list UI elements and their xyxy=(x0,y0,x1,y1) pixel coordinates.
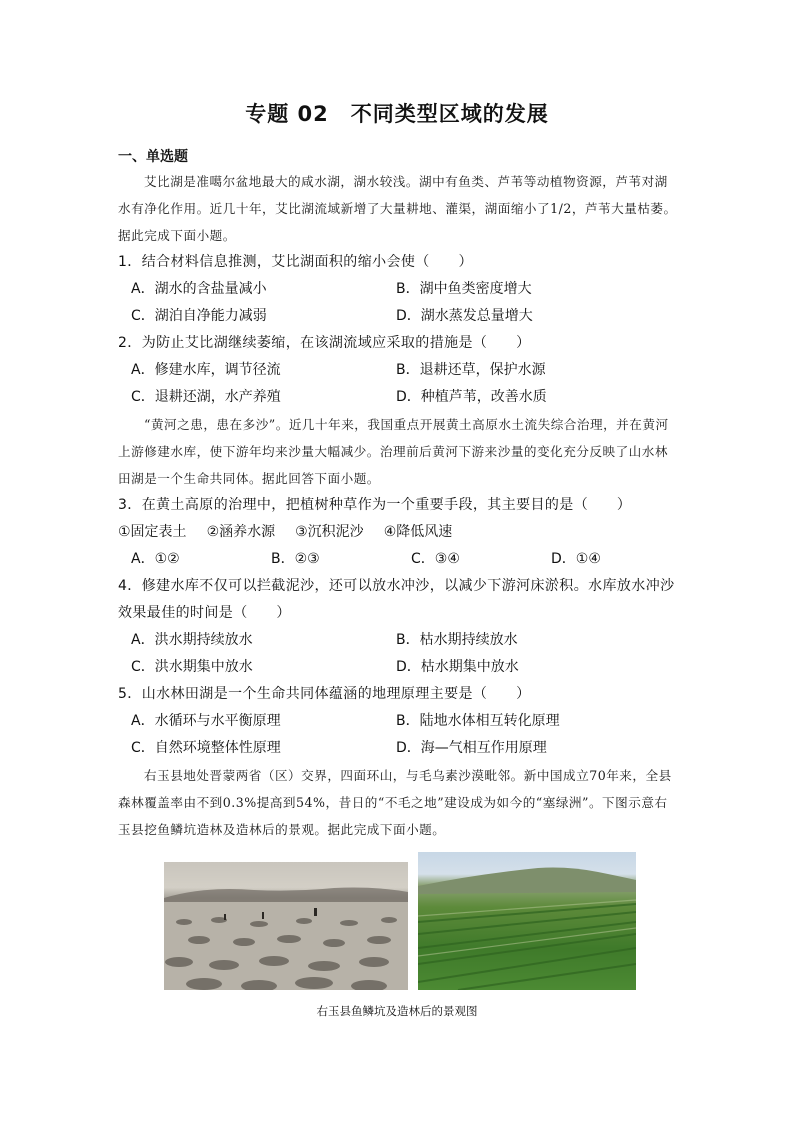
statement-item: ①固定表土 xyxy=(118,524,187,540)
afforested-landscape-photo xyxy=(418,852,636,990)
statement-item: ③沉积泥沙 xyxy=(295,524,364,540)
fish-scale-pits-photo xyxy=(164,862,408,990)
option-d: D．①④ xyxy=(551,551,601,567)
options-row xyxy=(118,546,678,573)
option-d: D．海—气相互作用原理 xyxy=(396,740,547,756)
option-c: C．自然环境整体性原理 xyxy=(131,740,281,756)
option-c: C．湖泊自净能力减弱 xyxy=(131,308,267,324)
option-a: A．①② xyxy=(131,551,180,567)
question-stem: 4．修建水库不仅可以拦截泥沙，还可以放水冲沙，以减少下游河床淤积。水库放水冲沙效果最佳的时间是（ ） xyxy=(118,578,675,621)
question-stem: 1．结合材料信息推测，艾比湖面积的缩小会使（ ） xyxy=(118,254,473,270)
options-grid xyxy=(118,276,678,330)
option-d: D．枯水期集中放水 xyxy=(396,659,519,675)
option-c: C．③④ xyxy=(411,551,460,567)
option-b: B．湖中鱼类密度增大 xyxy=(396,281,532,297)
options-grid xyxy=(118,708,678,762)
option-a: A．洪水期持续放水 xyxy=(131,632,253,648)
option-b: B．②③ xyxy=(271,551,320,567)
option-a: A．修建水库，调节径流 xyxy=(131,362,281,378)
option-a: A．湖水的含盐量减小 xyxy=(131,281,267,297)
figure-photos xyxy=(164,852,636,990)
option-c: C．退耕还湖，水产养殖 xyxy=(131,389,281,405)
option-d: D．种植芦苇，改善水质 xyxy=(396,389,547,405)
option-b: B．枯水期持续放水 xyxy=(396,632,518,648)
option-a: A．水循环与水平衡原理 xyxy=(131,713,281,729)
section-heading: 一、单选题 xyxy=(118,149,188,165)
page-title: 专题 02 不同类型区域的发展 xyxy=(245,102,549,126)
statement-item: ④降低风速 xyxy=(383,524,453,540)
question-stem: 3．在黄土高原的治理中，把植树种草作为一个重要手段，其主要目的是（ ） xyxy=(118,497,632,513)
option-b: B．退耕还草，保护水源 xyxy=(396,362,546,378)
option-d: D．湖水蒸发总量增大 xyxy=(396,308,533,324)
options-grid xyxy=(118,357,678,411)
statement-items xyxy=(118,519,678,546)
material-paragraph: 艾比湖是准噶尔盆地最大的咸水湖，湖水较浅。湖中有鱼类、芦苇等动植物资源，芦苇对湖水有净化作用。近几十年，艾比湖流域新增了大量耕地、灌渠，湖面缩小了1/2，芦苇大量枯萎。据此完成下面小题。 xyxy=(118,174,677,243)
option-c: C．洪水期集中放水 xyxy=(131,659,253,675)
figure-caption: 右玉县鱼鳞坑及造林后的景观图 xyxy=(316,1004,478,1018)
statement-item: ②涵养水源 xyxy=(206,524,276,540)
material-paragraph: 右玉县地处晋蒙两省（区）交界，四面环山，与毛乌素沙漠毗邻。新中国成立70年来，全县森林覆盖率由不到0.3%提高到54%，昔日的“不毛之地”建设成为如今的“塞绿洲”。下图示意右玉县挖鱼鳞坑造林及造林后的景观。据此完成下面小题。 xyxy=(118,768,672,837)
question-stem: 2．为防止艾比湖继续萎缩，在该湖流域应采取的措施是（ ） xyxy=(118,335,531,351)
options-grid xyxy=(118,627,678,681)
question-content xyxy=(118,168,678,843)
material-paragraph: “黄河之患，患在多沙”。近几十年来，我国重点开展黄土高原水土流失综合治理，并在黄河上游修建水库，使下游年均来沙量大幅减少。治理前后黄河下游来沙量的变化充分反映了山水林田湖是一个生命共同体。据此回答下面小题。 xyxy=(118,417,669,486)
question-stem: 5．山水林田湖是一个生命共同体蕴涵的地理原理主要是（ ） xyxy=(118,686,531,702)
option-b: B．陆地水体相互转化原理 xyxy=(396,713,560,729)
